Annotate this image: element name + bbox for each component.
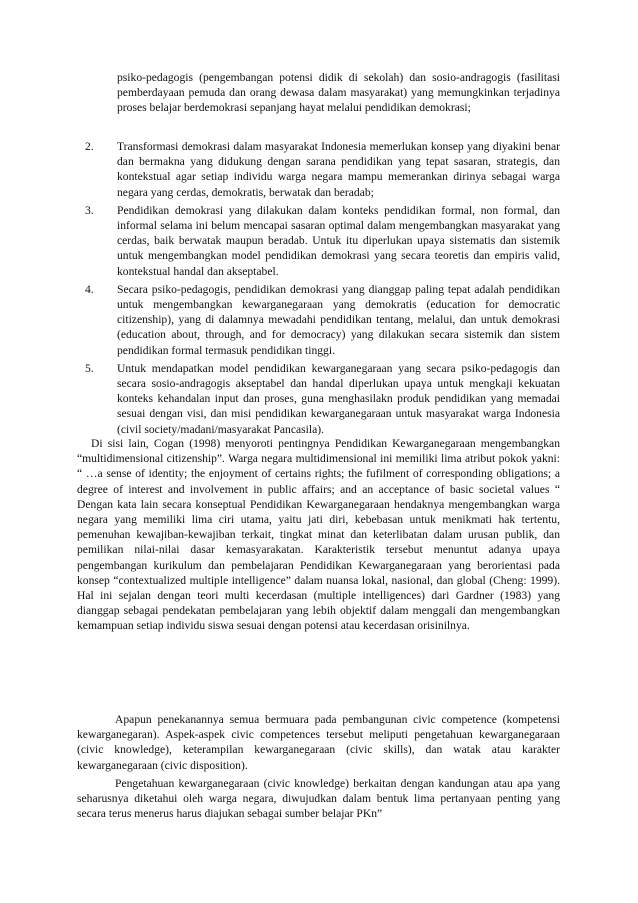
numbered-list xyxy=(85,139,560,440)
paragraph-civic-knowledge: Pengetahuan kewarganegaraan (civic knowledge) berkaitan dengan kandungan atau apa yang seharusnya diketahui oleh warga negara, diwujudkan dalam bentuk lima pertanyaan penting yang secara terus menerus harus diajukan sebagai sumber belajar PKn” xyxy=(77,777,560,821)
paragraph-civic-competence: Apapun penekanannya semua bermuara pada pembangunan civic competence (kompetensi kewarganegaran). Aspek-aspek civic competences tersebut meliputi pengetahuan kewarganegaraan (civic knowledge), keterampilan kewarganegaraan (civic skills), dan watak atau karakter kewarganegaraan (civic disposition). xyxy=(77,713,560,772)
list-item-number: 2. xyxy=(85,140,94,153)
list-item-1-continuation: psiko-pedagogis (pengembangan potensi didik di sekolah) dan sosio-andragogis (fasilitasi pemberdayaan pemuda dan orang dewasa dalam masyarakat) yang memungkinkan terjadinya proses belajar berdemokrasi sepanjang hayat melalui pendidikan demokrasi; xyxy=(117,71,560,115)
list-item-number: 5. xyxy=(85,361,94,375)
list-item xyxy=(85,282,560,358)
list-item-text: Secara psiko-pedagogis, pendidikan demokrasi yang dianggap paling tepat adalah pendidikan untuk mengembangkan kewarganegaraan yang demokratis (education for democratic citizenship), yang di dalamnya mewadahi pendidikan tentang, melalui, dan untuk demokrasi (education about, through, and for democracy) yang dilakukan secara sistemik dan sistem pendidikan formal termasuk pendidikan tinggi. xyxy=(117,282,560,357)
paragraph-cogan: Di sisi lain, Cogan (1998) menyoroti pentingnya Pendidikan Kewarganegaraan mengembangkan “multidimensional citizenship”. Warga negara multidimensional ini memiliki lima atribut pokok yakni: “ …a sense of identity; the enjoyment of certains rights; the fufilment of corresponding obligations; a degree of interest and involvement in public affairs; and an acceptance of basic societal values “ Dengan kata lain secara konseptual Pendidikan Kewarganegaraan hendaknya mengembangkan warga negara yang memiliki lima ciri utama, yaitu jati diri, kebebasan untuk menikmati hak tertentu, pemenuhan kewajiban-kewajiban terkait, tingkat minat dan keterlibatan dalam urusan publik, dan pemilikan nilai-nilai dasar kemasyarakatan. Karakteristik tersebut menuntut adanya upaya pengembangan kurikulum dan pembelajaran Pendidikan Kewarganegaraan yang berorientasi pada konsep “contextualized multiple intelligence” dalam nuansa lokal, nasional, dan global (Cheng: 1999). Hal ini sejalan dengan teori multi kecerdasan (multiple intelligences) dari Gardner (1983) yang dianggap sebagai pendekatan pembelajaran yang lebih objektif dalam menggali dan mengembangkan kemampuan setiap individu siswa sesuai dengan potensi atau kecerdasan orisinilnya. xyxy=(77,437,560,633)
list-item-text: Pendidikan demokrasi yang dilakukan dalam konteks pendidikan formal, non formal, dan informal selama ini belum mencapai sasaran optimal dalam mengembangkan masyarakat yang cerdas, baik berwatak maupun beradab. Untuk itu diperlukan upaya sistematis dan sistemik untuk mengembangkan model pendidikan demokrasi yang secara teoretis dan empiris valid, kontekstual handal dan akseptabel. xyxy=(117,203,560,278)
list-item xyxy=(85,361,560,437)
list-item-number: 3. xyxy=(85,203,94,217)
list-item-text: Untuk mendapatkan model pendidikan kewarganegaraan yang secara psiko-pedagogis dan secara sosio-andragogis akseptabel dan handal diperlukan upaya untuk mengkaji kekuatan konteks kehandalan input dan proses, guna menghasilakn produk pendidikan yang memadai sesuai dengan visi, dan misi pendidikan kewarganegaraan untuk masyarakat warga Indonesia (civil society/madani/masyarakat Pancasila). xyxy=(117,361,560,436)
list-item-text: Transformasi demokrasi dalam masyarakat Indonesia memerlukan konsep yang diyakini benar dan bermakna yang didukung dengan sarana pendidikan yang tepat sasaran, strategis, dan kontekstual agar setiap individu warga negara mampu memerankan dirinya sebagai warga negara yang cerdas, demokratis, berwatak dan beradab; xyxy=(117,140,560,199)
list-item xyxy=(85,139,560,200)
list-item-number: 4. xyxy=(85,282,94,296)
list-item xyxy=(85,203,560,279)
